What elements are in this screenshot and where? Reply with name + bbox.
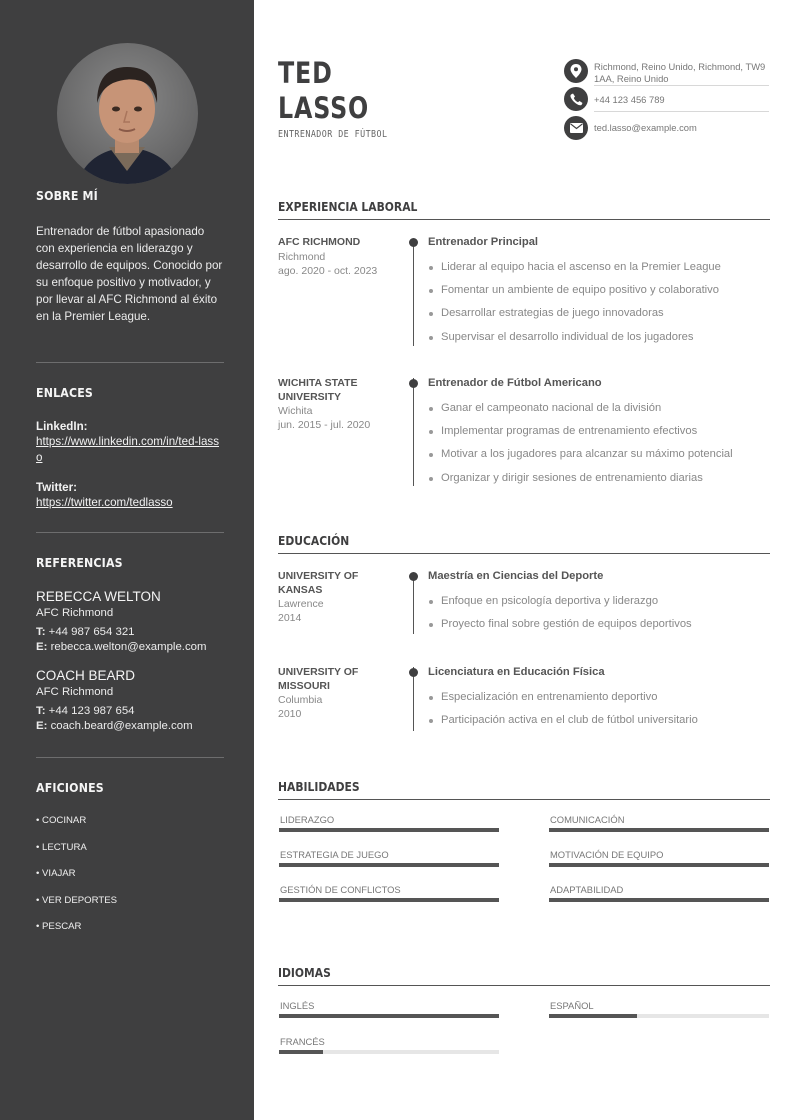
email-label: E: xyxy=(36,641,48,653)
bullet-item: Ganar el campeonato nacional de la división xyxy=(428,402,768,425)
timeline-line xyxy=(413,378,414,486)
entry-location: Richmond xyxy=(278,250,326,263)
language-bar xyxy=(549,1014,769,1018)
bullet-item: Liderar al equipo hacia el ascenso en la Premier League xyxy=(428,261,768,284)
timeline-line xyxy=(413,242,414,346)
level-fill xyxy=(279,1050,323,1054)
skill-bar xyxy=(549,863,769,867)
hobby-item: • VER DEPORTES xyxy=(36,894,118,906)
reference-email: rebecca.welton@example.com xyxy=(50,641,207,653)
bullet-item: Implementar programas de entrenamiento efectivos xyxy=(428,425,768,448)
language-item: FRANCÉS xyxy=(279,1036,499,1047)
reference-item xyxy=(36,668,224,735)
profile-photo xyxy=(57,43,198,184)
level-fill xyxy=(279,898,499,902)
section-rule xyxy=(278,553,770,554)
phone-label: T: xyxy=(36,625,46,638)
entry-organization: AFC RICHMOND Richmond ago. 2020 - oct. 2023 xyxy=(278,236,403,278)
timeline-dot xyxy=(409,668,418,677)
skill-bar xyxy=(549,828,769,832)
entry-bullets xyxy=(428,691,768,737)
skill-item: GESTIÓN DE CONFLICTOS xyxy=(279,884,499,895)
mail-icon xyxy=(564,116,588,140)
entry-dates: 2014 xyxy=(278,612,302,624)
skill-item: LIDERAZGO xyxy=(279,814,499,825)
language-bar xyxy=(279,1050,499,1054)
links-title: ENLACES xyxy=(36,385,93,400)
entry-organization: UNIVERSITY OF MISSOURI Columbia 2010 xyxy=(278,666,403,721)
reference-name: COACH BEARD xyxy=(36,668,136,683)
languages-title: IDIOMAS xyxy=(278,965,331,980)
language-item: INGLÉS xyxy=(279,1000,499,1011)
skill-bar xyxy=(279,863,499,867)
bullet-item: Participación activa en el club de fútbol universitario xyxy=(428,714,768,737)
section-rule xyxy=(278,799,770,800)
entry-dates: jun. 2015 - jul. 2020 xyxy=(278,419,371,431)
email-label: E: xyxy=(36,720,48,732)
bullet-item: Supervisar el desarrollo individual de los jugadores xyxy=(428,331,768,354)
phone-label: T: xyxy=(36,704,46,717)
bullet-item: Enfoque en psicología deportiva y liderazgo xyxy=(428,595,768,618)
divider xyxy=(36,532,224,533)
hobbies-title: AFICIONES xyxy=(36,780,104,795)
level-fill xyxy=(549,1014,637,1018)
entry-organization: WICHITA STATE UNIVERSITY Wichita jun. 2015 - jul. 2020 xyxy=(278,377,403,432)
level-fill xyxy=(279,863,499,867)
bullet-item: Motivar a los jugadores para alcanzar su máximo potencial xyxy=(428,448,768,471)
hobby-item: • COCINAR xyxy=(36,815,87,826)
skill-item: ESTRATEGIA DE JUEGO xyxy=(279,849,499,860)
divider xyxy=(36,362,224,363)
skill-bar xyxy=(279,828,499,832)
section-rule xyxy=(278,219,770,220)
section-rule xyxy=(278,985,770,986)
entry-location: Wichita xyxy=(278,405,313,417)
entry-role: Entrenador de Fútbol Americano xyxy=(428,377,602,389)
skills-title: HABILIDADES xyxy=(278,779,360,794)
reference-email: coach.beard@example.com xyxy=(50,720,193,732)
twitter-link[interactable]: https://twitter.com/tedlasso xyxy=(36,496,173,509)
phone-icon xyxy=(564,87,588,111)
entry-role: Licenciatura en Educación Física xyxy=(428,666,605,678)
reference-phone: +44 987 654 321 xyxy=(48,625,135,638)
hobbies-list xyxy=(36,815,224,948)
skill-item: MOTIVACIÓN DE EQUIPO xyxy=(549,849,769,860)
reference-org: AFC Richmond xyxy=(36,686,114,698)
entry-role: Maestría en Ciencias del Deporte xyxy=(428,570,604,582)
about-title: SOBRE MÍ xyxy=(36,188,98,203)
skill-item: ADAPTABILIDAD xyxy=(549,884,769,895)
hobby-item: • LECTURA xyxy=(36,841,87,853)
entry-location: Lawrence xyxy=(278,598,324,610)
level-fill xyxy=(549,898,769,902)
hobby-item: • PESCAR xyxy=(36,921,82,932)
reference-item xyxy=(36,589,224,656)
name-last: LASSO xyxy=(278,91,370,125)
skill-bar xyxy=(279,898,499,902)
name-first: TED xyxy=(278,56,333,90)
bullet-item: Fomentar un ambiente de equipo positivo y colaborativo xyxy=(428,284,768,307)
skill-item: COMUNICACIÓN xyxy=(549,814,769,825)
reference-phone: +44 123 987 654 xyxy=(48,704,135,717)
location-icon xyxy=(564,59,588,83)
entry-location: Columbia xyxy=(278,694,323,706)
candidate-name xyxy=(278,56,369,126)
about-text: Entrenador de fútbol apasionado con experiencia en liderazgo y desarrollo de equipos. Conocido por su enfoque positivo y motivador, y por llevar al AFC Richmond al éxito en la Premier League. xyxy=(36,225,223,323)
reference-name: REBECCA WELTON xyxy=(36,589,161,604)
reference-org: AFC Richmond xyxy=(36,607,114,619)
hobby-item: • VIAJAR xyxy=(36,868,76,879)
timeline-dot xyxy=(409,572,418,581)
sidebar xyxy=(0,0,254,1120)
entry-dates: 2010 xyxy=(278,708,302,720)
timeline-dot xyxy=(409,238,418,247)
bullet-item: Organizar y dirigir sesiones de entrenamiento diarias xyxy=(428,472,768,495)
entry-dates: ago. 2020 - oct. 2023 xyxy=(278,264,378,277)
references-title: REFERENCIAS xyxy=(36,555,123,570)
language-bar xyxy=(279,1014,499,1018)
bullet-item: Especialización en entrenamiento deportivo xyxy=(428,691,768,714)
timeline-line xyxy=(413,576,414,634)
divider xyxy=(36,757,224,758)
bullet-item: Desarrollar estrategias de juego innovadoras xyxy=(428,307,768,330)
level-fill xyxy=(279,828,499,832)
skill-bar xyxy=(549,898,769,902)
entry-bullets xyxy=(428,595,768,641)
level-fill xyxy=(549,828,769,832)
job-title: ENTRENADOR DE FÚTBOL xyxy=(278,129,388,140)
language-item: ESPAÑOL xyxy=(549,1000,769,1011)
experience-title: EXPERIENCIA LABORAL xyxy=(278,199,418,214)
entry-bullets xyxy=(428,261,768,354)
level-fill xyxy=(279,1014,499,1018)
entry-organization: UNIVERSITY OF KANSAS Lawrence 2014 xyxy=(278,570,403,625)
timeline-dot xyxy=(409,379,418,388)
twitter-label: Twitter: xyxy=(36,481,78,494)
entry-role: Entrenador Principal xyxy=(428,236,539,248)
level-fill xyxy=(549,863,769,867)
linkedin-label: LinkedIn: xyxy=(36,420,88,433)
education-title: EDUCACIÓN xyxy=(278,533,350,548)
entry-bullets xyxy=(428,402,768,495)
bullet-item: Proyecto final sobre gestión de equipos deportivos xyxy=(428,618,768,641)
linkedin-link[interactable]: https://www.linkedin.com/in/ted-lasso xyxy=(36,435,219,464)
